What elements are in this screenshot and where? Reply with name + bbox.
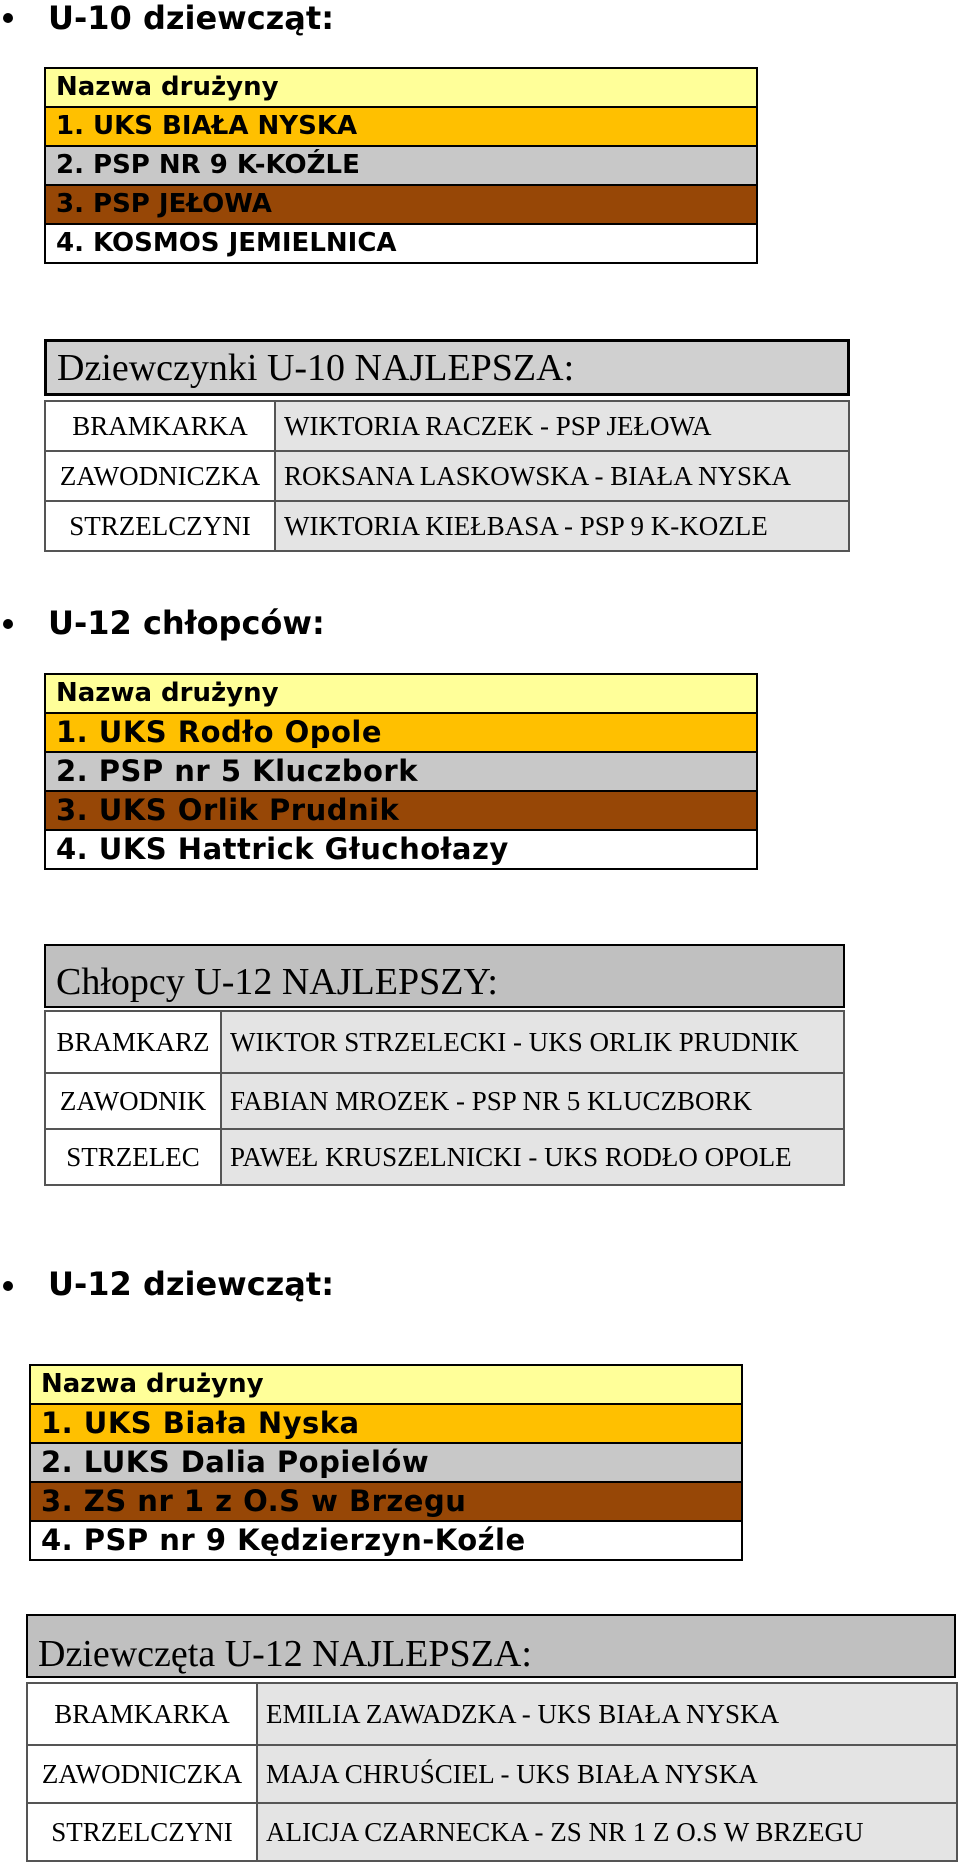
award-winner: FABIAN MROZEK - PSP NR 5 KLUCZBORK <box>221 1073 844 1129</box>
award-winner: PAWEŁ KRUSZELNICKI - UKS RODŁO OPOLE <box>221 1129 844 1185</box>
ranking-header-row: Nazwa drużyny <box>46 675 756 714</box>
ranking-header-row: Nazwa drużyny <box>31 1366 741 1405</box>
ranking-row-4th: 4. KOSMOS JEMIELNICA <box>46 225 756 262</box>
ranking-table-u12-boys <box>44 673 758 870</box>
ranking-row-2nd: 2. PSP NR 9 K-KOŹLE <box>46 147 756 186</box>
awards-title-u12-girls: Dziewczęta U-12 NAJLEPSZA: <box>26 1614 956 1678</box>
section-heading-u10-girls: U-10 dziewcząt: <box>48 0 334 37</box>
ranking-row-1st: 1. UKS BIAŁA NYSKA <box>46 108 756 147</box>
section-heading-u12-boys: U-12 chłopców: <box>48 604 325 642</box>
ranking-row-3rd: 3. UKS Orlik Prudnik <box>46 792 756 831</box>
bullet-icon <box>3 619 13 629</box>
ranking-row-4th: 4. PSP nr 9 Kędzierzyn-Koźle <box>31 1522 741 1559</box>
awards-table-u10-girls <box>44 400 850 552</box>
awards-table-u12-boys <box>44 1010 845 1186</box>
award-role: ZAWODNIK <box>45 1073 221 1129</box>
bullet-icon <box>3 1281 13 1291</box>
award-winner: ALICJA CZARNECKA - ZS NR 1 Z O.S W BRZEGU <box>257 1803 957 1861</box>
ranking-row-2nd: 2. PSP nr 5 Kluczbork <box>46 753 756 792</box>
award-role: STRZELCZYNI <box>27 1803 257 1861</box>
ranking-table-u12-girls <box>29 1364 743 1561</box>
ranking-row-2nd: 2. LUKS Dalia Popielów <box>31 1444 741 1483</box>
award-role: BRAMKARKA <box>27 1683 257 1745</box>
awards-table-u12-girls <box>26 1682 958 1862</box>
award-winner: EMILIA ZAWADZKA - UKS BIAŁA NYSKA <box>257 1683 957 1745</box>
awards-title-u12-boys: Chłopcy U-12 NAJLEPSZY: <box>44 944 845 1008</box>
ranking-row-3rd: 3. ZS nr 1 z O.S w Brzegu <box>31 1483 741 1522</box>
award-role: BRAMKARZ <box>45 1011 221 1073</box>
section-heading-u12-girls: U-12 dziewcząt: <box>48 1265 334 1303</box>
ranking-row-1st: 1. UKS Rodło Opole <box>46 714 756 753</box>
ranking-header-row: Nazwa drużyny <box>46 69 756 108</box>
award-role: ZAWODNICZKA <box>45 451 275 501</box>
ranking-row-1st: 1. UKS Biała Nyska <box>31 1405 741 1444</box>
ranking-table-u10-girls <box>44 67 758 264</box>
award-winner: ROKSANA LASKOWSKA - BIAŁA NYSKA <box>275 451 849 501</box>
award-winner: MAJA CHRUŚCIEL - UKS BIAŁA NYSKA <box>257 1745 957 1803</box>
ranking-row-4th: 4. UKS Hattrick Głuchołazy <box>46 831 756 868</box>
award-role: BRAMKARKA <box>45 401 275 451</box>
award-winner: WIKTOR STRZELECKI - UKS ORLIK PRUDNIK <box>221 1011 844 1073</box>
award-role: ZAWODNICZKA <box>27 1745 257 1803</box>
award-role: STRZELCZYNI <box>45 501 275 551</box>
award-winner: WIKTORIA RACZEK - PSP JEŁOWA <box>275 401 849 451</box>
ranking-row-3rd: 3. PSP JEŁOWA <box>46 186 756 225</box>
awards-title-u10-girls: Dziewczynki U-10 NAJLEPSZA: <box>44 339 850 396</box>
award-role: STRZELEC <box>45 1129 221 1185</box>
award-winner: WIKTORIA KIEŁBASA - PSP 9 K-KOZLE <box>275 501 849 551</box>
bullet-icon <box>3 13 13 23</box>
